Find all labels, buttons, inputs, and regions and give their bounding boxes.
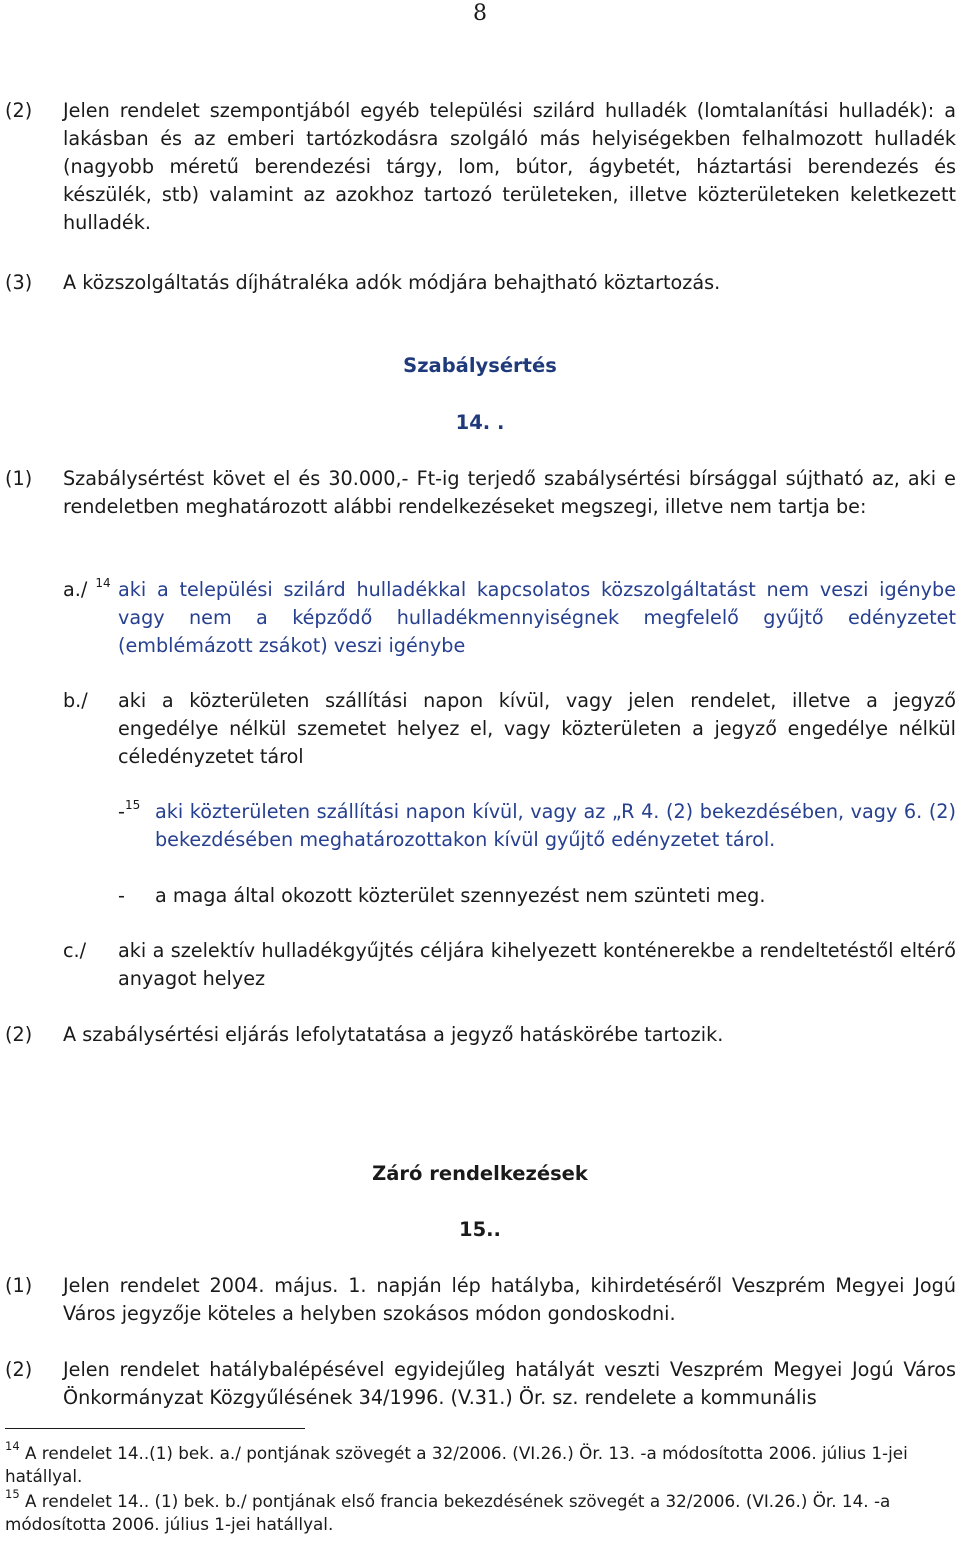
footnote-15 (5, 1487, 955, 1535)
footnote-ref-15: 15 (124, 797, 141, 812)
paragraph-2-text: Jelen rendelet szempontjából egyéb települési szilárd hulladék (lomtalanítási hulladék): a lakásban és az emberi tartózkodásra szolgáló más helyiségekben felhalmozott hulladék (nagyobb méretű berendezési tárgy, lom, bútor, ágybetét, háztartási berendezés és készülék, stb) valamint az azokhoz tartozó területeken, illetve közterületeken keletkezett hulladék. (63, 99, 956, 234)
item-a-label-text: a./ (63, 578, 88, 601)
section-14-1-label: (1) (5, 467, 33, 490)
item-c-label: c./ (63, 939, 87, 962)
section-14-1-text: Szabálysértést követ el és 30.000,- Ft-ig terjedő szabálysértési bírsággal sújtható az, aki e rendeletben meghatározott alábbi rendelkezéseket megszegi, illetve nem tartja be: (63, 467, 956, 518)
item-a-text: aki a települési szilárd hulladékkal kapcsolatos közszolgáltatást nem veszi igénybe vagy nem a képződő hulladékmennyiségnek megfelelő gyűjtő edényzetet (emblémázott zsákot) veszi igénybe (118, 578, 956, 657)
paragraph-3-label: (3) (5, 271, 33, 294)
footnote-14 (5, 1439, 955, 1487)
section-15-2-text: Jelen rendelet hatálybalépésével egyidejűleg hatályát veszti Veszprém Megyei Jogú Város Önkormányzat Közgyűlésének 34/1996. (V.31.) Ör. sz. rendelete a kommunális (63, 1358, 956, 1409)
item-b-dash2-label: - (118, 884, 125, 907)
item-a-label (63, 576, 111, 604)
heading-zaro-rendelkezesek: Záró rendelkezések (372, 1162, 588, 1185)
section-15-1-label: (1) (5, 1274, 33, 1297)
section-14-2-text: A szabálysértési eljárás lefolytatatása a jegyző hatáskörébe tartozik. (63, 1023, 724, 1046)
footnote-14-number: 14 (5, 1439, 20, 1454)
item-b-dash1-dash: - (118, 800, 125, 823)
footnote-15-text: A rendelet 14.. (1) bek. b./ pontjának első francia bekezdésének szövegét a 32/2006. (VI.26.) Ör. 14. -a módosította 2006. július 1-jei hatállyal. (5, 1491, 891, 1534)
footnote-14-text: A rendelet 14..(1) bek. a./ pontjának szövegét a 32/2006. (VI.26.) Ör. 13. -a módosította 2006. július 1-jei hatállyal. (5, 1443, 908, 1486)
item-b-dash2-text: a maga által okozott közterület szennyezést nem szünteti meg. (155, 884, 766, 907)
section-15-1-text: Jelen rendelet 2004. május. 1. napján lép hatályba, kihirdetéséről Veszprém Megyei Jogú Város jegyzője köteles a helyben szokásos módon gondoskodni. (63, 1274, 956, 1325)
footnote-15-number: 15 (5, 1487, 20, 1502)
section-14-number: 14. . (455, 411, 505, 434)
footnote-separator (5, 1428, 305, 1429)
heading-szabalysertes: Szabálysértés (403, 354, 557, 377)
item-b-dash1-text: aki közterületen szállítási napon kívül, vagy az „R 4. (2) bekezdésében, vagy 6. (2) bekezdésében meghatározottakon kívül gyűjtő edényzetet tárol. (155, 800, 956, 851)
page-number: 8 (473, 1, 487, 26)
footnote-ref-14: 14 (95, 575, 111, 590)
paragraph-2-label: (2) (5, 99, 33, 122)
section-14-2-label: (2) (5, 1023, 33, 1046)
item-b-dash1-label (118, 798, 140, 826)
paragraph-3-text: A közszolgáltatás díjhátraléka adók módjára behajtható köztartozás. (63, 271, 721, 294)
item-b-text: aki a közterületen szállítási napon kívül, vagy jelen rendelet, illetve a jegyző engedélye nélkül szemetet helyez el, vagy közterületen a jegyző engedélye nélkül céledényzetet tárol (118, 689, 956, 768)
item-b-label: b./ (63, 689, 88, 712)
section-15-2-label: (2) (5, 1358, 33, 1381)
section-15-number: 15.. (459, 1218, 501, 1241)
item-c-text: aki a szelektív hulladékgyűjtés céljára kihelyezett konténerekbe a rendeltetéstől eltérő anyagot helyez (118, 939, 956, 990)
